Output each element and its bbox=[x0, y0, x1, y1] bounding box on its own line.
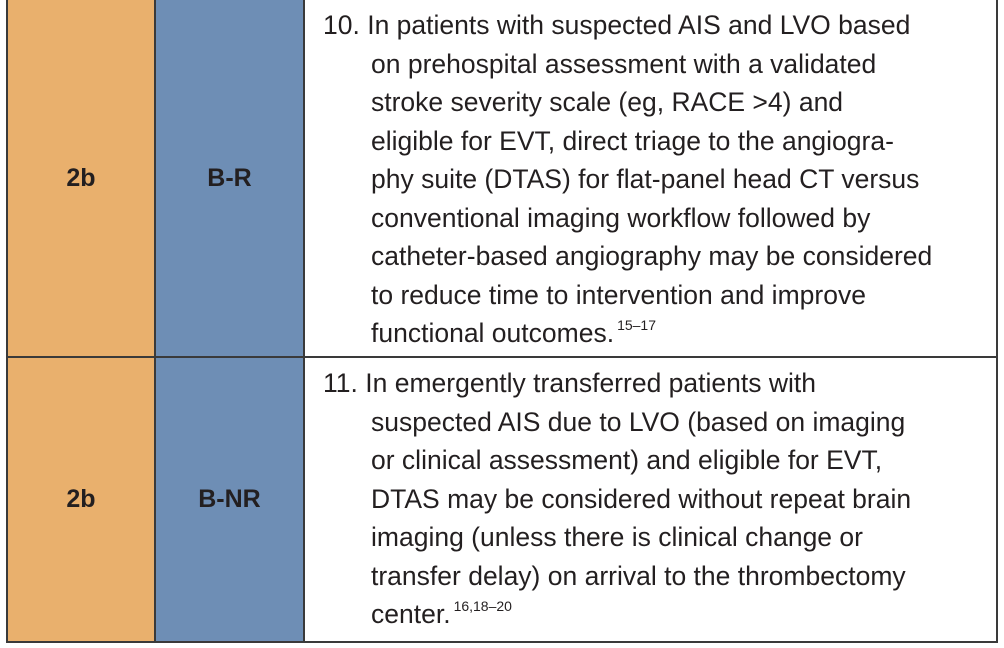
recommendation-line: or clinical assessment) and eligible for EVT, bbox=[371, 445, 883, 475]
recommendation-text bbox=[323, 6, 986, 357]
recommendation-line: center. $^{16,18-20}$ bbox=[371, 598, 512, 629]
cor-cell bbox=[8, 0, 156, 356]
recommendation-number: 11. bbox=[323, 368, 358, 398]
recommendation-line: stroke severity scale (eg, RACE >4) and bbox=[371, 87, 844, 117]
recommendation-line: DTAS may be considered without repeat brain bbox=[371, 483, 912, 514]
cor-label: 2b bbox=[66, 163, 96, 192]
loe-label: B-NR bbox=[198, 485, 261, 513]
table-row bbox=[8, 0, 996, 356]
recommendation-cell bbox=[305, 358, 996, 641]
loe-cell bbox=[156, 0, 305, 356]
recommendation-line: functional outcomes. $^{15-17}$ bbox=[371, 317, 656, 348]
recommendation-line: conventional imaging workflow followed by bbox=[371, 202, 871, 233]
recommendation-line: 10. In patients with suspected AIS and LVO based bbox=[323, 10, 911, 40]
recommendation-line: 11. In emergently transferred patients with bbox=[323, 368, 816, 398]
recommendation-number: 10. bbox=[323, 10, 360, 40]
cor-label: 2b bbox=[66, 485, 96, 513]
recommendation-line: catheter-based angiography may be considered bbox=[371, 241, 933, 271]
recommendation-line: to reduce time to intervention and improve bbox=[371, 279, 866, 310]
recommendation-line: on prehospital assessment with a validated bbox=[371, 48, 877, 79]
recommendation-line: phy suite (DTAS) for flat-panel head CT versus bbox=[371, 164, 920, 194]
recommendation-line: suspected AIS due to LVO (based on imaging bbox=[371, 406, 906, 437]
recommendation-text bbox=[323, 364, 986, 638]
recommendation-cell bbox=[305, 0, 996, 356]
recommendation-line: imaging (unless there is clinical change or bbox=[371, 522, 863, 552]
recommendation-table bbox=[6, 0, 998, 643]
table-row bbox=[8, 356, 996, 641]
cor-cell bbox=[8, 358, 156, 641]
recommendation-line: transfer delay) on arrival to the thrombectomy bbox=[371, 560, 906, 591]
reference-superscript: 15–17 bbox=[617, 317, 656, 333]
reference-superscript: 16,18–20 bbox=[453, 598, 512, 614]
loe-label: B-R bbox=[207, 163, 252, 192]
loe-cell bbox=[156, 358, 305, 641]
recommendation-line: eligible for EVT, direct triage to the angiogra- bbox=[371, 125, 894, 156]
